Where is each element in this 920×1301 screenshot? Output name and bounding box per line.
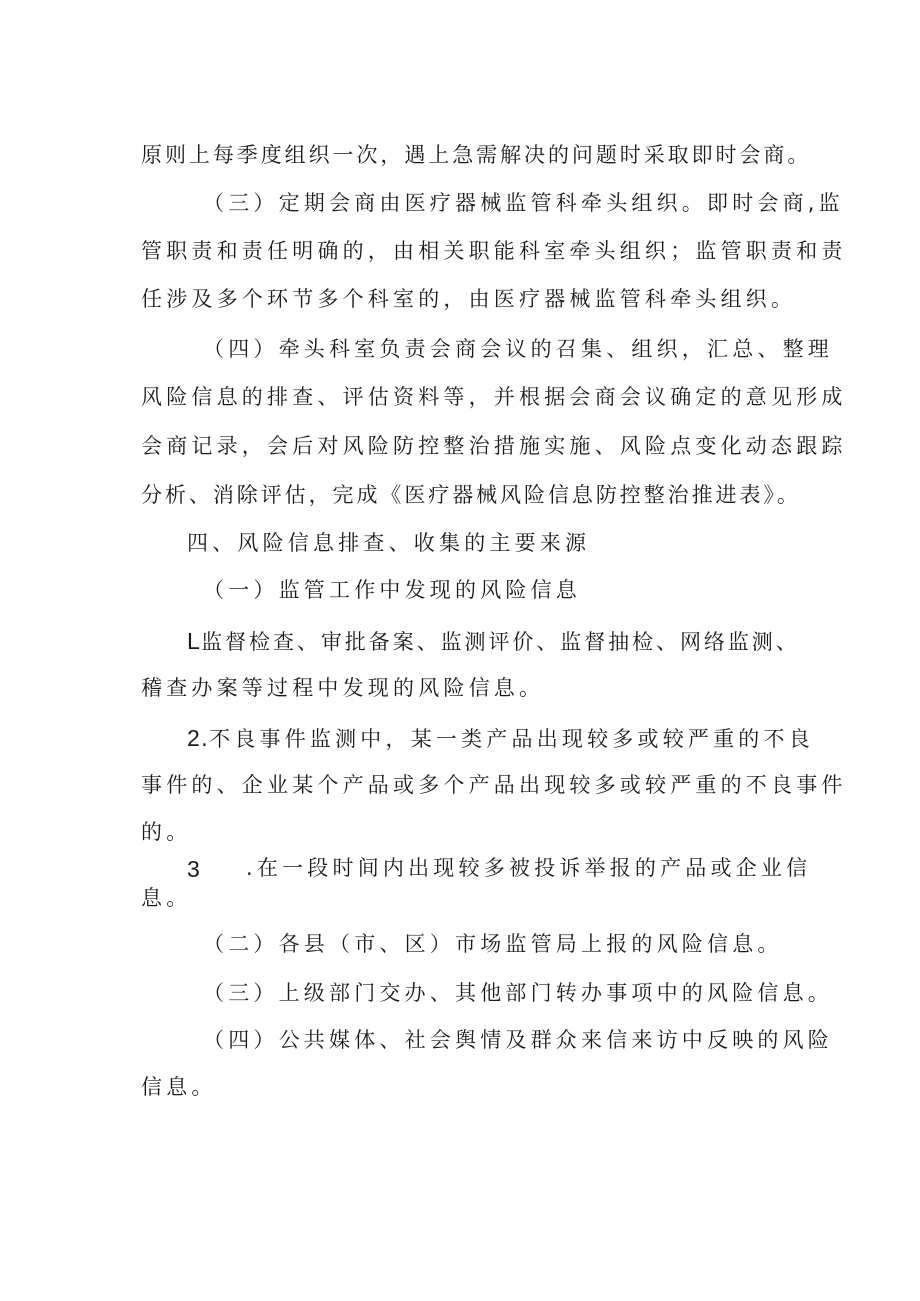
list-item-number: L [187, 628, 202, 654]
list-item-line: 的。 [141, 820, 192, 844]
subsection-heading: （二）各县（市、区）市场监管局上报的风险信息。 [203, 932, 783, 956]
list-item-line [246, 858, 811, 879]
paragraph-line: （三）定期会商由医疗器械监管科牵头组织。即时会商,监 [203, 191, 844, 215]
list-item-line [187, 727, 814, 750]
paragraph-line: 任涉及多个环节多个科室的，由医疗器械监管科牵头组织。 [141, 287, 797, 311]
section-heading: 四、风险信息排查、收集的主要来源 [187, 531, 591, 555]
paragraph-line: 分析、消除评估，完成《医疗器械风险信息防控整治推进表》。 [141, 483, 801, 507]
list-item-line [187, 630, 800, 653]
list-item-number-dot: . [246, 856, 257, 880]
list-item-line: 稽查办案等过程中发现的风险信息。 [141, 676, 545, 700]
subsection-heading: （四）公共媒体、社会舆情及群众来信来访中反映的风险 [203, 1028, 833, 1052]
subsection-heading: （一）监管工作中发现的风险信息 [203, 578, 581, 602]
list-item-text: 不良事件监测中，某一类产品出现较多或较严重的不良 [209, 727, 814, 751]
paragraph-line: 原则上每季度组织一次，遇上急需解决的问题时采取即时会商。 [141, 143, 812, 167]
list-item-number: 3 [187, 856, 202, 882]
list-item-line [187, 858, 201, 881]
list-item-number: 2 [187, 725, 202, 751]
list-item-text: 在一段时间内出现较多被投诉举报的产品或企业信 [256, 856, 812, 880]
list-item-number-dot: . [201, 727, 210, 751]
paragraph-line: 会商记录，会后对风险防控整治措施实施、风险点变化动态跟踪 [141, 434, 847, 458]
subsection-heading: （三）上级部门交办、其他部门转办事项中的风险信息。 [203, 981, 833, 1005]
paragraph-line: 风险信息的排查、评估资料等，并根据会商会议确定的意见形成 [141, 385, 847, 409]
paragraph-line: 管职责和责任明确的，由相关职能科室牵头组织；监管职责和责 [141, 239, 847, 263]
paragraph-line: （四）牵头科室负责会商会议的召集、组织，汇总、整理 [203, 337, 833, 361]
list-item-text: 监督检查、审批备案、监测评价、监督抽检、网络监测、 [201, 630, 800, 654]
paragraph-line: 信息。 [141, 1075, 217, 1099]
list-item-line: 息。 [141, 886, 192, 910]
list-item-line: 事件的、企业某个产品或多个产品出现较多或较严重的不良事件 [141, 773, 847, 797]
